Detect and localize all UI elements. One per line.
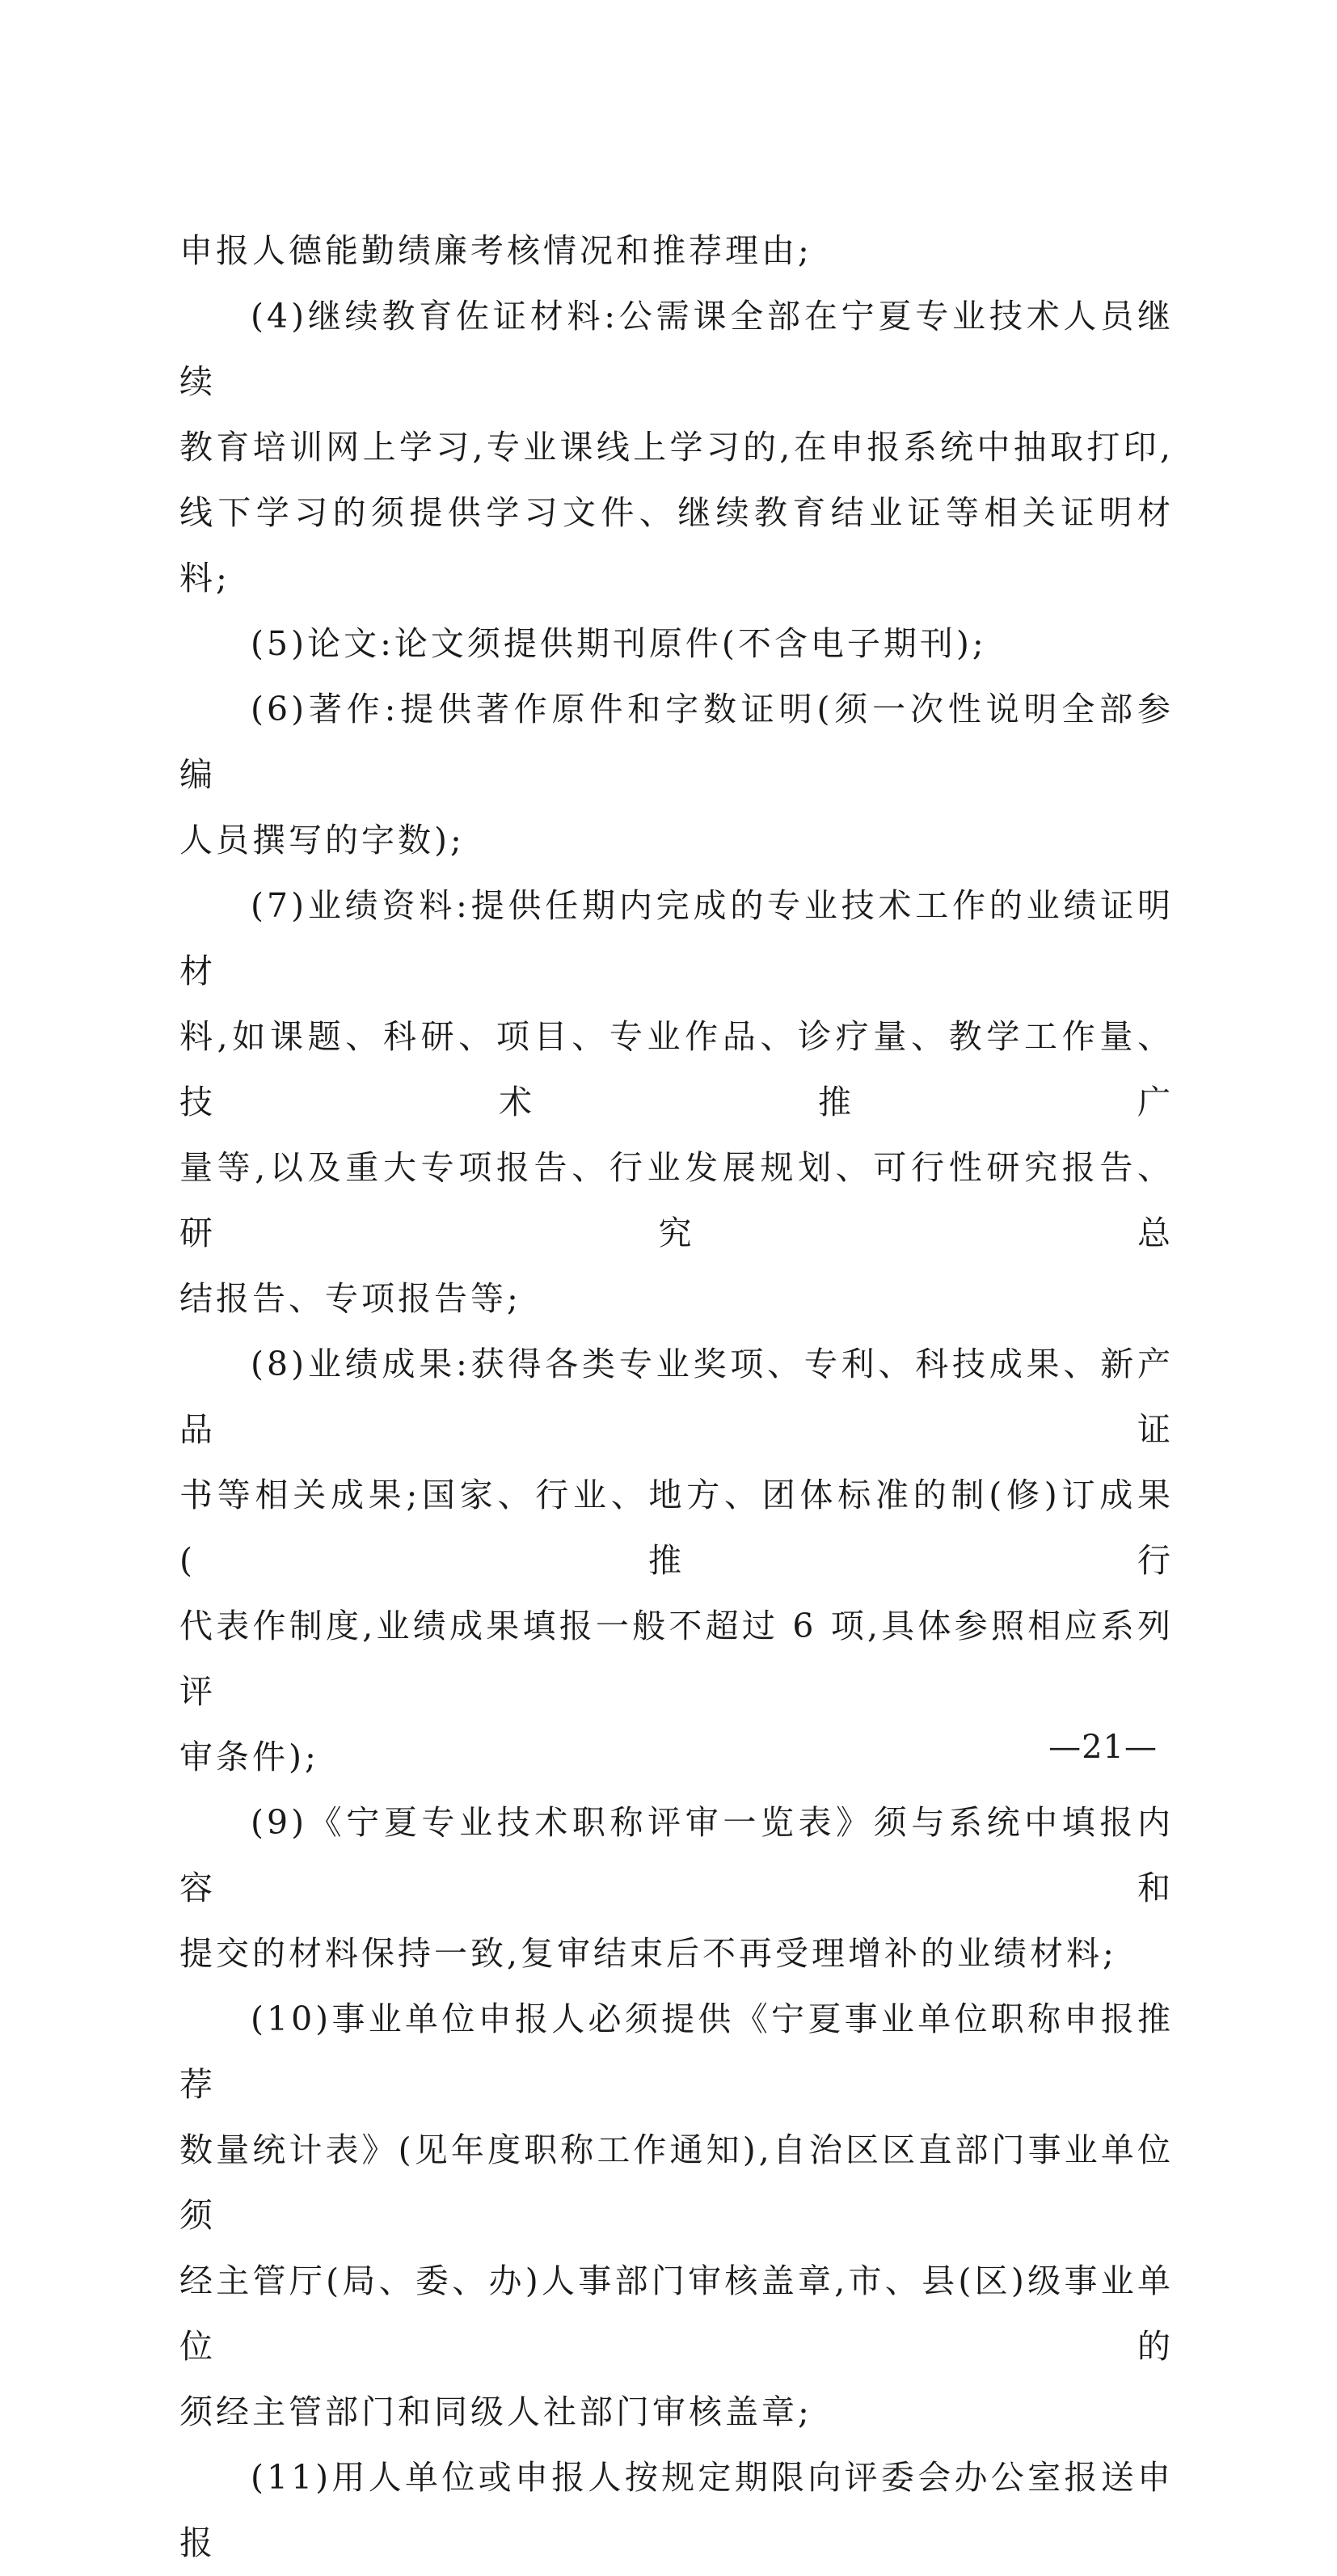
text-line: 书等相关成果;国家、行业、地方、团体标准的制(修)订成果(推行 [179,1476,1174,1580]
text-line: 审条件); [179,1738,319,1776]
text-line: (5)论文:论文须提供期刊原件(不含电子期刊); [251,624,987,663]
text-line: 结报告、专项报告等; [179,1279,521,1318]
text-line: 代表作制度,业绩成果填报一般不超过 6 项,具体参照相应系列评 [179,1607,1174,1711]
text-line: 经主管厅(局、委、办)人事部门审核盖章,市、县(区)级事业单位的 [179,2261,1174,2366]
text-line: 量等,以及重大专项报告、行业发展规划、可行性研究报告、研究总 [179,1148,1174,1252]
text-line: (10)事业单位申报人必须提供《宁夏事业单位职称申报推荐 [179,2000,1174,2104]
text-line: (6)著作:提供著作原件和字数证明(须一次性说明全部参编 [179,690,1174,794]
text-line: (9)《宁夏专业技术职称评审一览表》须与系统中填报内容和 [179,1803,1174,1907]
text-line: (7)业绩资料:提供任期内完成的专业技术工作的业绩证明材 [179,886,1174,990]
text-line: 教育培训网上学习,专业课线上学习的,在申报系统中抽取打印, [179,428,1174,467]
text-line: 线下学习的须提供学习文件、继续教育结业证等相关证明材料; [179,493,1174,598]
page-number: —21— [1048,1729,1158,1766]
text-line: 须经主管部门和同级人社部门审核盖章; [179,2392,812,2431]
document-body [179,218,1174,2576]
text-line: 料,如课题、科研、项目、专业作品、诊疗量、教学工作量、技术推广 [179,1017,1174,1121]
text-line: (8)业绩成果:获得各类专业奖项、专利、科技成果、新产品证 [179,1345,1174,1449]
text-line: 数量统计表》(见年度职称工作通知),自治区区直部门事业单位须 [179,2130,1174,2235]
text-line: (4)继续教育佐证材料:公需课全部在宁夏专业技术人员继续 [179,297,1174,401]
text-line: (11)用人单位或申报人按规定期限向评委会办公室报送申报 [179,2458,1174,2562]
text-line: 人员撰写的字数); [179,821,465,859]
text-line: 提交的材料保持一致,复审结束后不再受理增补的业绩材料; [179,1934,1117,1973]
text-line: 申报人德能勤绩廉考核情况和推荐理由; [179,231,812,270]
